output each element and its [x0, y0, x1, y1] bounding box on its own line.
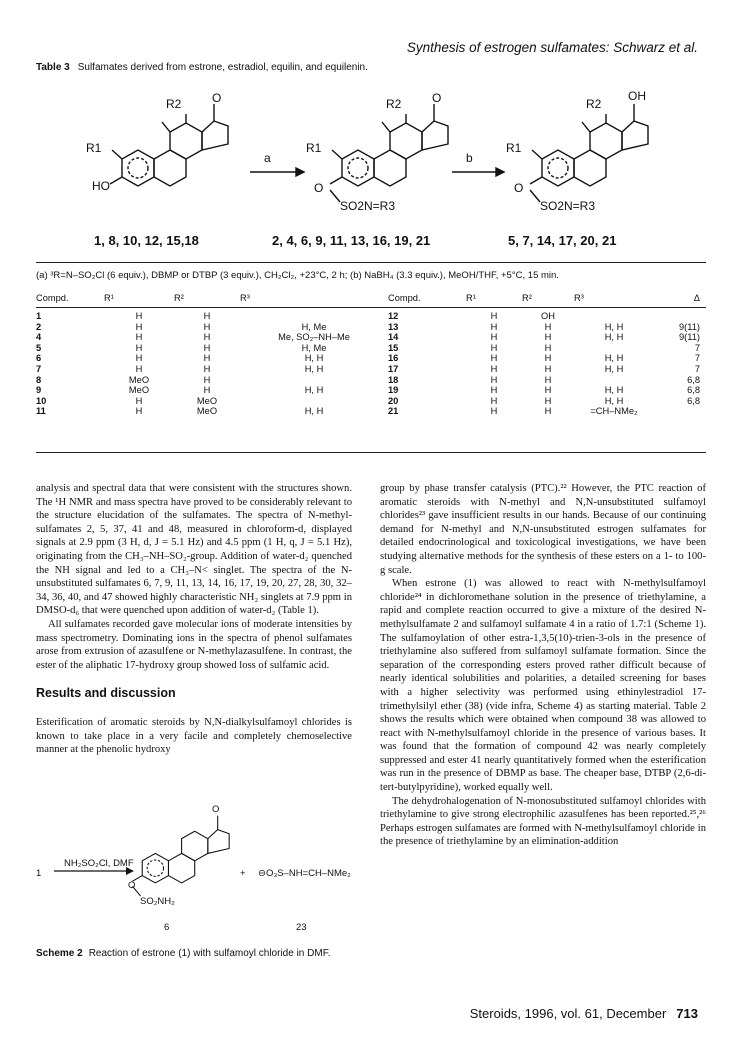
- table-cell: 19: [388, 385, 399, 396]
- table-cell: H: [490, 374, 498, 385]
- table-cell: 2: [36, 321, 42, 332]
- table-cell: H: [490, 311, 498, 321]
- table-cell: 7: [694, 353, 700, 364]
- table-cell: H: [544, 395, 552, 406]
- table-cell: H: [490, 395, 498, 406]
- steroid-structure-2: [330, 104, 448, 202]
- paragraph: group by phase transfer catalysis (PTC).²² However, the PTC reaction of aromatic steroids with N-methyl and N,N-unsubstituted sulfamoyl chlorides²³ gave insufficient results in our hands. Because of our continuing demand for N-methyl and N,N-unsubstituted estrogen sulfamates for detailed endocrinological and toxicological investigations, we have been studying alternative methods for the synthesis of these esters on a 1- to 100-g scale.: [380, 483, 706, 576]
- table-cell: H, H: [604, 353, 624, 364]
- table-cell: H, H: [604, 395, 624, 406]
- table-cell: [574, 375, 654, 386]
- label-r1: R1: [506, 141, 522, 155]
- table-cell: H: [544, 385, 552, 396]
- left-column-text-2: [36, 716, 352, 757]
- label-sulfamoyl: SO2N=R3: [540, 199, 596, 213]
- table-cell: [654, 308, 706, 322]
- table-cell: H: [203, 385, 211, 396]
- table-cell: H, H: [304, 406, 324, 417]
- compound-set-2: 2, 4, 6, 9, 11, 13, 16, 19, 21: [272, 233, 431, 248]
- table-cell: H: [203, 342, 211, 353]
- scheme-2-caption-text: Reaction of estrone (1) with sulfamoyl chloride in DMF.: [88, 948, 331, 959]
- table-cell: H: [490, 406, 498, 417]
- table-row: [36, 322, 706, 333]
- table-cell: 7: [36, 363, 42, 374]
- left-column-text: [36, 482, 352, 672]
- table-cell: [240, 308, 388, 322]
- table-cell: H: [135, 332, 143, 343]
- table-cell: H, H: [304, 363, 324, 374]
- table-cell: 7: [694, 363, 700, 374]
- paragraph: analysis and spectral data that were consistent with the structures shown. The ¹H NMR and mass spectra have proved to be considerably relevant to the structure elucidation of the sulfamates. The spectra of N-methyl-sulfamates 2, 5, 37, 41 and 48, measured in chloroform-d, displayed signals at 2.9 ppm (3 H, d, J = 5.1 Hz) and 4.5 ppm (1 H, q, J = 5.1 Hz), originating from the CH₃–NH–SO₂-group. Addition of water-d₂ quenched the NH signal and led to a CH₃–N< singlet. The spectra of the N-unsubstituted sulfamates 6, 7, 9, 11, 13, 14, 16, 17, 19, 20, 27, 28, 30, 32–34, 36, 40, and 47 showed highly characteristic NH₂ singlets at 7.9 ppm in DMSO-d₆ that were quenched upon addition of water-d₂ (Table 1).: [36, 483, 352, 617]
- table-cell: 4: [36, 332, 42, 343]
- table-cell: H: [203, 363, 211, 374]
- table-cell: H: [490, 321, 498, 332]
- steroid-structure-6: [132, 816, 229, 896]
- compound-set-3: 5, 7, 14, 17, 20, 21: [508, 233, 617, 248]
- table-cell: H, H: [604, 321, 624, 332]
- table-cell: 6: [36, 353, 42, 364]
- table-row: [36, 353, 706, 364]
- table-cell: 5: [36, 342, 42, 353]
- scheme-2-diagram: [36, 786, 352, 936]
- table-cell: [240, 396, 388, 407]
- table-cell: [574, 308, 654, 322]
- compound-number-23: 23: [296, 922, 307, 933]
- table-caption-text: Sulfamates derived from estrone, estradiol, equilin, and equilenin.: [77, 62, 368, 73]
- col-header: R¹: [104, 290, 174, 308]
- table-cell: H, H: [304, 385, 324, 396]
- label-oxo: O: [212, 91, 222, 105]
- table-row: [36, 332, 706, 343]
- table-cell: H: [544, 406, 552, 417]
- paragraph: When estrone (1) was allowed to react with N-methylsulfamoyl chloride²⁴ in dichloromethane solution in the presence of triethylamine, a rapid and complete reaction occurred to give a mixture of the desired N-methylsulfamate 2 and sulfamoyl sulfamate 4 in a ratio of 1.7:1 (Scheme 1). The sulfamoylation of other estra-1,3,5(10)-trien-3-ols in the presence of triethylamine also suffered from sulfamoyl sulfamate formation. Since the separation of the corresponding esters proved rather difficult because of nearly identical solubilities and polarities, a detailed screening for bases with a higher selectivity was performed using ethinylestradiol 17-trimethylsilyl ether (38) (vide infra, Scheme 4) as starting material. Table 2 shows the results which were obtained when compound 38 was allowed to react with N-methylsulfamoyl chloride in the presence of various bases. It was found that the formation of compound 42 was nearly completely suppressed and ester 41 nearly quantitatively formed when the esterification was run in the presence of DBMP as base. The cheaper base, DTBP (2,6-di-tert-butylpyridine), worked equally well.: [380, 578, 706, 794]
- label-r1: R1: [86, 141, 102, 155]
- table-cell: [240, 375, 388, 386]
- table-cell: H: [490, 353, 498, 364]
- label-o: O: [514, 181, 524, 195]
- table-cell: H: [203, 311, 211, 321]
- table-cell: H: [490, 363, 498, 374]
- table-row: [36, 385, 706, 396]
- table-cell: H: [135, 353, 143, 364]
- table-cell: H, Me: [301, 342, 327, 353]
- table-cell: 6,8: [687, 374, 700, 385]
- table-cell: 17: [388, 363, 399, 374]
- table-header-row: [36, 290, 706, 308]
- label-oh: OH: [628, 89, 646, 103]
- table-cell: 18: [388, 374, 399, 385]
- journal-citation: Steroids, 1996, vol. 61, December: [469, 1006, 667, 1021]
- paragraph: Esterification of aromatic steroids by N,N-dialkylsulfamoyl chlorides is known to take place in a very facile and completely chemoselective manner at the phenolic hydroxy: [36, 717, 352, 756]
- scheme-2-plus: +: [240, 868, 246, 879]
- compound-number-6: 6: [164, 922, 170, 933]
- table-cell: 11: [36, 406, 46, 417]
- table-cell: H: [135, 363, 143, 374]
- table-cell: 7: [694, 342, 700, 353]
- table-cell: 14: [388, 332, 399, 343]
- table-row: [36, 343, 706, 354]
- table-cell: H: [544, 374, 552, 385]
- table-cell: 16: [388, 353, 399, 364]
- table-cell: H: [203, 353, 211, 364]
- arrow-label-a: a: [264, 151, 271, 165]
- table-cell: H: [135, 321, 143, 332]
- col-header: Δ: [654, 290, 706, 308]
- table-label: Table 3: [36, 62, 70, 73]
- table-cell: H, H: [304, 353, 324, 364]
- table-cell: H: [490, 342, 498, 353]
- table-cell: H: [544, 321, 552, 332]
- table-cell: 9: [36, 385, 42, 396]
- table-row: [36, 406, 706, 417]
- col-header: Compd.: [388, 290, 466, 308]
- table-cell: H, H: [604, 385, 624, 396]
- table-caption: [36, 62, 368, 73]
- page-footer: [470, 1006, 698, 1021]
- label-r2: R2: [386, 97, 402, 111]
- table-cell: 21: [388, 406, 399, 417]
- table-cell: 12: [388, 311, 399, 321]
- label-oxo: O: [212, 804, 220, 815]
- scheme-2-start: 1: [36, 868, 42, 879]
- scheme-2-reagents: NH₂SO₂Cl, DMF: [64, 858, 134, 869]
- table-cell: Me, SO₂–NH–Me: [278, 332, 350, 343]
- table-cell: H: [544, 363, 552, 374]
- col-header: R¹: [466, 290, 522, 308]
- table-cell: 6,8: [687, 395, 700, 406]
- table-cell: MeO: [128, 374, 150, 385]
- table-cell: H, Me: [301, 321, 327, 332]
- table-cell: =CH–NMe₂: [590, 406, 638, 417]
- table-cell: H: [135, 342, 143, 353]
- table-cell: H: [203, 332, 211, 343]
- reaction-scheme: [50, 80, 690, 230]
- table-cell: MeO: [196, 395, 218, 406]
- col-header: R³: [240, 290, 388, 308]
- table-cell: H, H: [604, 332, 624, 343]
- scheme-2-byproduct: ⊖O₃S–NH=CH–NMe₂: [258, 868, 351, 879]
- table-cell: 9(11): [678, 332, 700, 343]
- table-cell: H: [203, 374, 211, 385]
- page-number: 713: [676, 1006, 698, 1021]
- table-rule-top: [36, 262, 706, 263]
- label-o: O: [128, 880, 136, 891]
- table-cell: H: [203, 321, 211, 332]
- sulfamate-table: [36, 290, 706, 417]
- col-header: R²: [522, 290, 574, 308]
- table-cell: H: [490, 385, 498, 396]
- compound-set-1: 1, 8, 10, 12, 15,18: [94, 233, 199, 248]
- label-ho: HO: [92, 179, 110, 193]
- right-column-text: [380, 482, 706, 849]
- table-rule-bottom: [36, 452, 706, 453]
- table-cell: H: [135, 406, 143, 417]
- table-cell: MeO: [128, 385, 150, 396]
- col-header: R²: [174, 290, 240, 308]
- label-o: O: [314, 181, 324, 195]
- table-cell: H: [544, 332, 552, 343]
- table-row: [36, 364, 706, 375]
- table-row: [36, 396, 706, 407]
- table-cell: H: [135, 395, 143, 406]
- label-r2: R2: [586, 97, 602, 111]
- table-cell: 1: [36, 311, 42, 321]
- col-header: R³: [574, 290, 654, 308]
- table-cell: 13: [388, 321, 399, 332]
- table-cell: H, H: [604, 363, 624, 374]
- running-header: Synthesis of estrogen sulfamates: Schwarz et al.: [406, 40, 698, 55]
- table-row: [36, 375, 706, 386]
- table-cell: [574, 343, 654, 354]
- table-cell: H: [490, 332, 498, 343]
- table-cell: 9(11): [678, 321, 700, 332]
- section-heading: Results and discussion: [36, 686, 176, 700]
- label-oxo: O: [432, 91, 442, 105]
- table-cell: H: [135, 311, 143, 321]
- table-cell: [654, 406, 706, 417]
- table-cell: 8: [36, 374, 42, 385]
- label-r2: R2: [166, 97, 182, 111]
- table-cell: OH: [541, 311, 555, 321]
- scheme-2-caption: [36, 948, 352, 961]
- label-sulfamoyl: SO₂NH₂: [140, 896, 175, 907]
- arrow-label-b: b: [466, 151, 473, 165]
- paragraph: The dehydrohalogenation of N-monosubstituted sulfamoyl chlorides with triethylamine to give strong electrophilic azasulfenes has been reported.²⁵,²⁶ Perhaps estrogen sulfamates are formed with N-methylsulfamoyl chloride in the presence of triethylamine by an elimination-addition: [380, 795, 706, 848]
- label-r1: R1: [306, 141, 322, 155]
- steroid-structure-1: [110, 104, 228, 186]
- table-cell: MeO: [196, 406, 218, 417]
- table-cell: 15: [388, 342, 399, 353]
- table-cell: 20: [388, 395, 399, 406]
- scheme-2-label: Scheme 2: [36, 948, 83, 959]
- reaction-conditions: (a) ³R=N–SO₂Cl (6 equiv.), DBMP or DTBP (3 equiv.), CH₂Cl₂, +23°C, 2 h; (b) NaBH₄ (3.3 equiv.), MeOH/THF, +5°C, 15 min.: [36, 270, 559, 281]
- steroid-structure-3: [530, 104, 648, 202]
- paragraph: All sulfamates recorded gave molecular ions of moderate intensities by mass spectrometry. Dominating ions in the spectra of phenol sulfamates arose from extrusion of azasulfene or N-methylazasulfene. In contrast, the ester of the aliphatic 17-hydroxy group showed loss of sulfamic acid.: [36, 618, 352, 671]
- table-cell: H: [544, 342, 552, 353]
- table-cell: H: [544, 353, 552, 364]
- table-cell: 6,8: [687, 385, 700, 396]
- table-cell: 10: [36, 395, 47, 406]
- table-row: [36, 308, 706, 322]
- label-sulfamoyl: SO2N=R3: [340, 199, 396, 213]
- col-header: Compd.: [36, 290, 104, 308]
